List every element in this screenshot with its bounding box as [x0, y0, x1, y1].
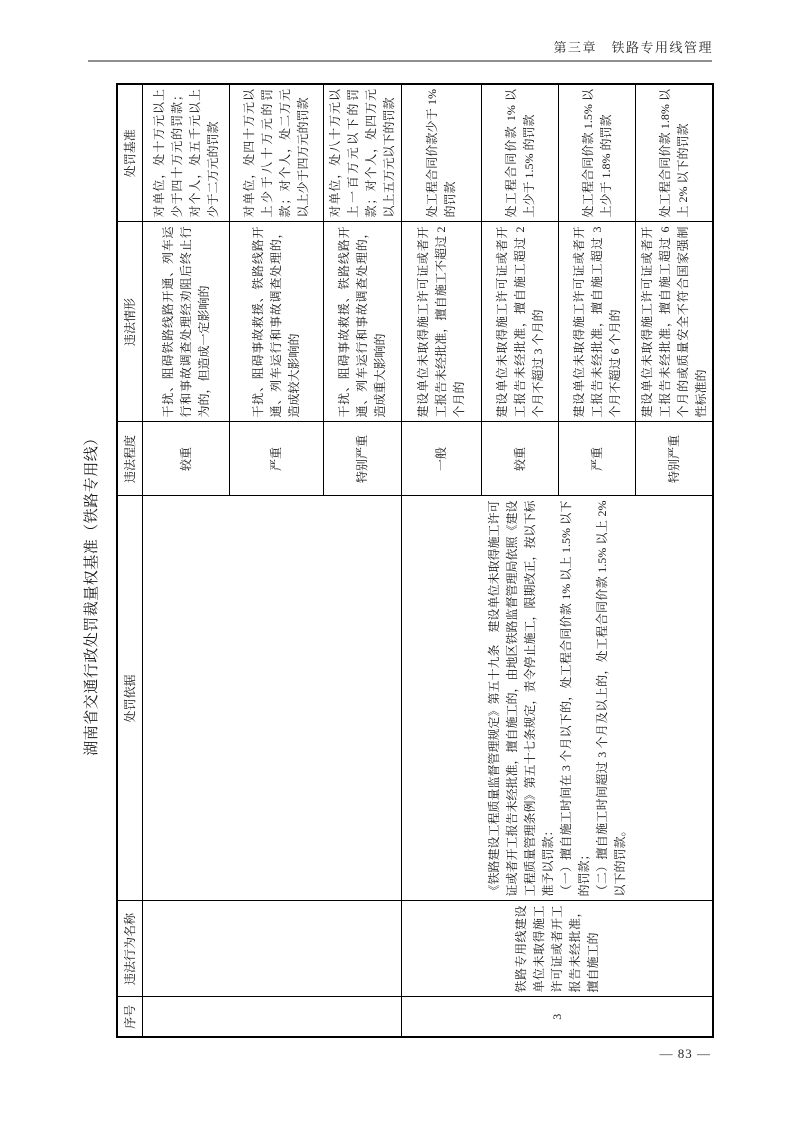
col-header-degree: 违法程度: [117, 422, 142, 496]
col-header-xuhao: 序号: [117, 997, 142, 1037]
circumstance-cell: 建设单位未取得施工许可证或者开工报告未经批准，擅自施工超过 2 个月不超过 3 个月的: [481, 222, 558, 422]
basis-item-2: （二）擅自施工时间超过 3 个月及以上的，处工程合同价款 1.5% 以上 2% 以下的罚款。: [594, 500, 627, 897]
benchmark-cell: 处工程合同价款 1.5% 以上少于 1.8% 的罚款: [558, 84, 635, 222]
col-header-circumstance: 违法情形: [117, 222, 142, 422]
benchmark-cell: 处工程合同价款 1.8% 以上 2% 以下的罚款: [635, 84, 713, 222]
basis-paragraph: 《铁路建设工程质量监督管理规定》第五十九条 建设单位未取得施工许可证或者开工报告未经批准，擅自施工的，由地区铁路监督管理局依照《建设工程质量管理条例》第五十七条规定，责令停止施工，限期改正，按以下标准予以罚款：: [486, 500, 555, 897]
degree-cell: 严重: [229, 422, 323, 496]
row2-basis-cell: [142, 496, 401, 901]
circumstance-cell: 建设单位未取得施工许可证或者开工报告未经批准，擅自施工超过 6 个月的或质量安全不符合国家强制性标准的: [635, 222, 713, 422]
benchmark-cell: 处工程合同价款 1% 以上少于 1.5% 的罚款: [481, 84, 558, 222]
degree-cell: 特别严重: [635, 422, 713, 496]
table-row: [142, 84, 229, 1037]
degree-cell: 严重: [558, 422, 635, 496]
chapter-heading: 第三章 铁路专用线管理: [553, 40, 713, 55]
table-title: 湖南省交通行政处罚裁量权基准（铁路专用线）: [84, 430, 100, 756]
table-row: [401, 84, 481, 1037]
degree-cell: 特别严重: [323, 422, 401, 496]
row3-xuhao-cell: 3: [401, 997, 713, 1037]
degree-cell: 较重: [142, 422, 229, 496]
circumstance-cell: 干扰、阻碍事故救援、铁路线路开通、列车运行和事故调查处理的，造成重大影响的: [323, 222, 401, 422]
row2-xuhao-cell: [142, 997, 401, 1037]
benchmark-cell: 处工程合同价款少于 1% 的罚款: [401, 84, 481, 222]
row3-basis-cell: [401, 496, 713, 901]
col-header-basis: 处罚依据: [117, 496, 142, 901]
circumstance-cell: 建设单位未取得施工许可证或者开工报告未经批准，擅自施工不超过 2 个月的: [401, 222, 481, 422]
circumstance-cell: 干扰、阻碍事故救援、铁路线路开通、列车运行和事故调查处理的，造成较大影响的: [229, 222, 323, 422]
benchmark-cell: 对单位，处四十万元以上少于八十万元的罚款；对个人，处二万元以上少于四万元的罚款: [229, 84, 323, 222]
circumstance-cell: 干扰、阻碍铁路线路开通、列车运行和事故调查处理经劝阻后终止行为的，但造成一定影响的: [142, 222, 229, 422]
degree-cell: 一般: [401, 422, 481, 496]
row2-name-cell: [142, 901, 401, 997]
col-header-name: 违法行为名称: [117, 901, 142, 997]
degree-cell: 较重: [481, 422, 558, 496]
benchmark-cell: 对单位，处十万元以上少于四十万元的罚款；对个人，处五千元以上少于二万元的罚款: [142, 84, 229, 222]
row3-name-cell: 铁路专用线建设单位未取得施工许可证或者开工报告未经批准，擅自施工的: [401, 901, 713, 997]
penalty-benchmark-table: [116, 83, 714, 1038]
circumstance-cell: 建设单位未取得施工许可证或者开工报告未经批准，擅自施工超过 3 个月不超过 6 个月的: [558, 222, 635, 422]
col-header-benchmark: 处罚基准: [117, 84, 142, 222]
benchmark-cell: 对单位，处八十万元以上一百万元以下的罚款；对个人，处四万元以上五万元以下的罚款: [323, 84, 401, 222]
basis-item-1: （一）擅自施工时间在 3 个月以下的，处工程合同价款 1% 以上 1.5% 以下的罚款；: [558, 500, 591, 897]
page-number: — 83 —: [659, 1046, 711, 1061]
table-header-row: [117, 84, 142, 1037]
